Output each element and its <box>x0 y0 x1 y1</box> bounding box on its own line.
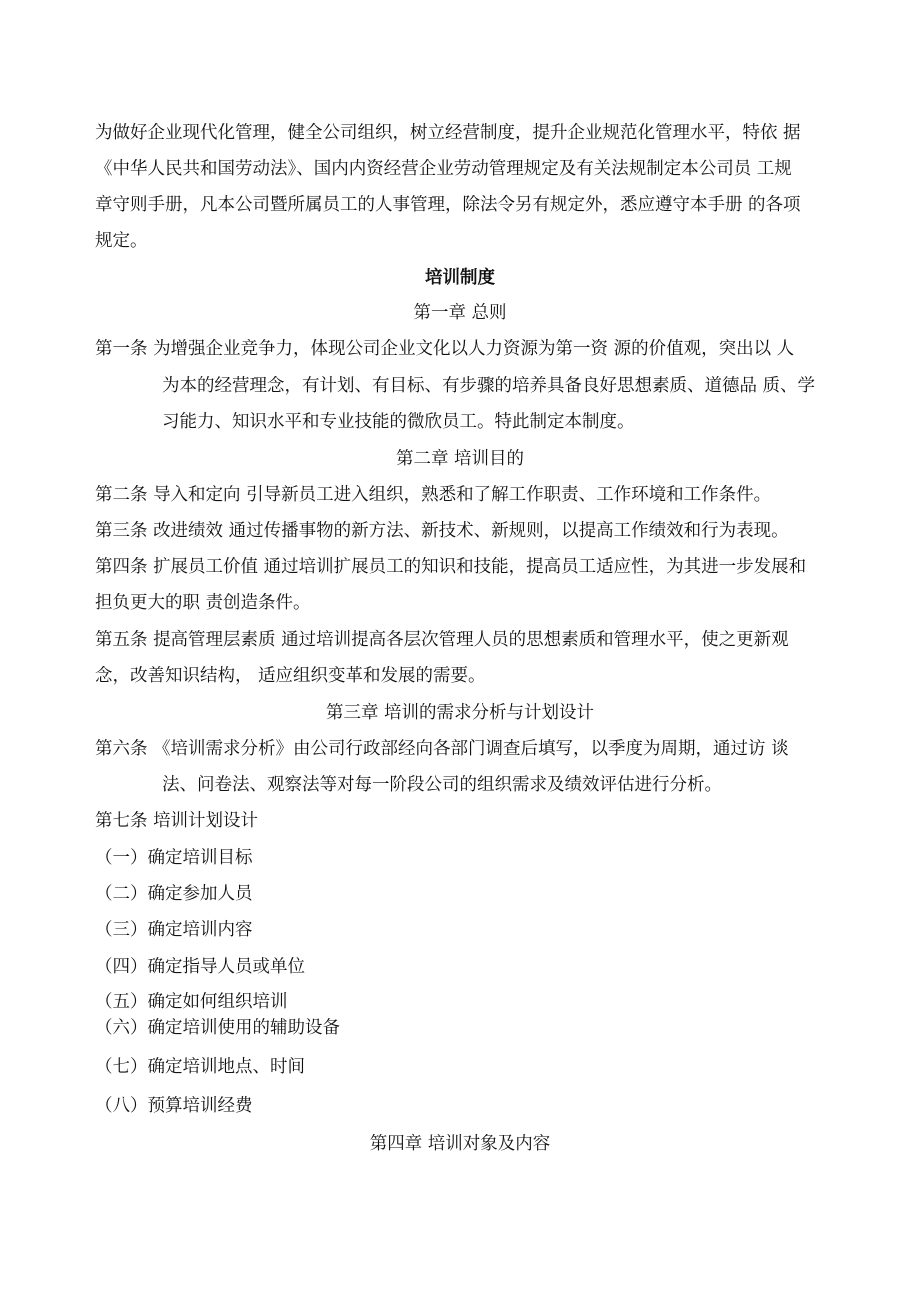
article-7: 第七条 培训计划设计 <box>95 811 259 831</box>
article-5-line-1: 第五条 提高管理层素质 通过培训提高各层次管理人员的思想素质和管理水平，使之更新观 <box>95 630 789 650</box>
article-1-line-2: 为本的经营理念，有计划、有目标、有步骤的培养具备良好思想素质、道德品 质、学 <box>162 376 816 396</box>
article-4-line-2: 担负更大的职 责创造条件。 <box>95 593 311 613</box>
list-item: （一）确定培训目标 <box>95 848 253 868</box>
list-item: （二）确定参加人员 <box>95 884 253 904</box>
preamble-line-4: 规定。 <box>95 231 148 251</box>
list-item: （四）确定指导人员或单位 <box>95 957 305 977</box>
preamble-line-1: 为做好企业现代化管理，健全公司组织，树立经营制度，提升企业规范化管理水平，特依 据 <box>95 123 801 143</box>
preamble-line-3: 章守则手册，凡本公司暨所属员工的人事管理，除法令另有规定外，悉应遵守本手册 的各项 <box>95 195 801 215</box>
list-item: （七）确定培训地点、时间 <box>95 1057 305 1077</box>
chapter-4-heading: 第四章 培训对象及内容 <box>369 1134 551 1154</box>
article-2: 第二条 导入和定向 引导新员工进入组织，熟悉和了解工作职责、工作环境和工作条件。 <box>95 485 772 505</box>
list-item: （八）预算培训经费 <box>95 1096 253 1116</box>
article-6-line-2: 法、问卷法、观察法等对每一阶段公司的组织需求及绩效评估进行分析。 <box>162 775 722 795</box>
chapter-1-heading: 第一章 总则 <box>413 303 507 323</box>
list-item: （五）确定如何组织培训 <box>95 992 288 1012</box>
preamble-line-2: 《中华人民共和国劳动法》、国内内资经营企业劳动管理规定及有关法规制定本公司员 工规 <box>95 159 792 179</box>
article-1-line-3: 习能力、知识水平和专业技能的微欣员工。特此制定本制度。 <box>162 412 635 432</box>
list-item: （三）确定培训内容 <box>95 920 253 940</box>
article-4-line-1: 第四条 扩展员工价值 通过培训扩展员工的知识和技能，提高员工适应性，为其进一步发展和 <box>95 557 807 577</box>
article-1-line-1: 第一条 为增强企业竞争力，体现公司企业文化以人力资源为第一资 源的价值观，突出以 人 <box>95 339 795 359</box>
article-5-line-2: 念，改善知识结构， 适应组织变革和发展的需要。 <box>95 666 486 686</box>
document-title: 培训制度 <box>425 268 495 288</box>
list-item: （六）确定培训使用的辅助设备 <box>95 1018 340 1038</box>
article-6-line-1: 第六条 《培训需求分析》由公司行政部经向各部门调查后填写，以季度为周期，通过访 谈 <box>95 739 789 759</box>
chapter-3-heading: 第三章 培训的需求分析与计划设计 <box>325 703 595 723</box>
chapter-2-heading: 第二章 培训目的 <box>395 449 525 469</box>
article-3: 第三条 改进绩效 通过传播事物的新方法、新技术、新规则，以提高工作绩效和行为表现。 <box>95 521 789 541</box>
